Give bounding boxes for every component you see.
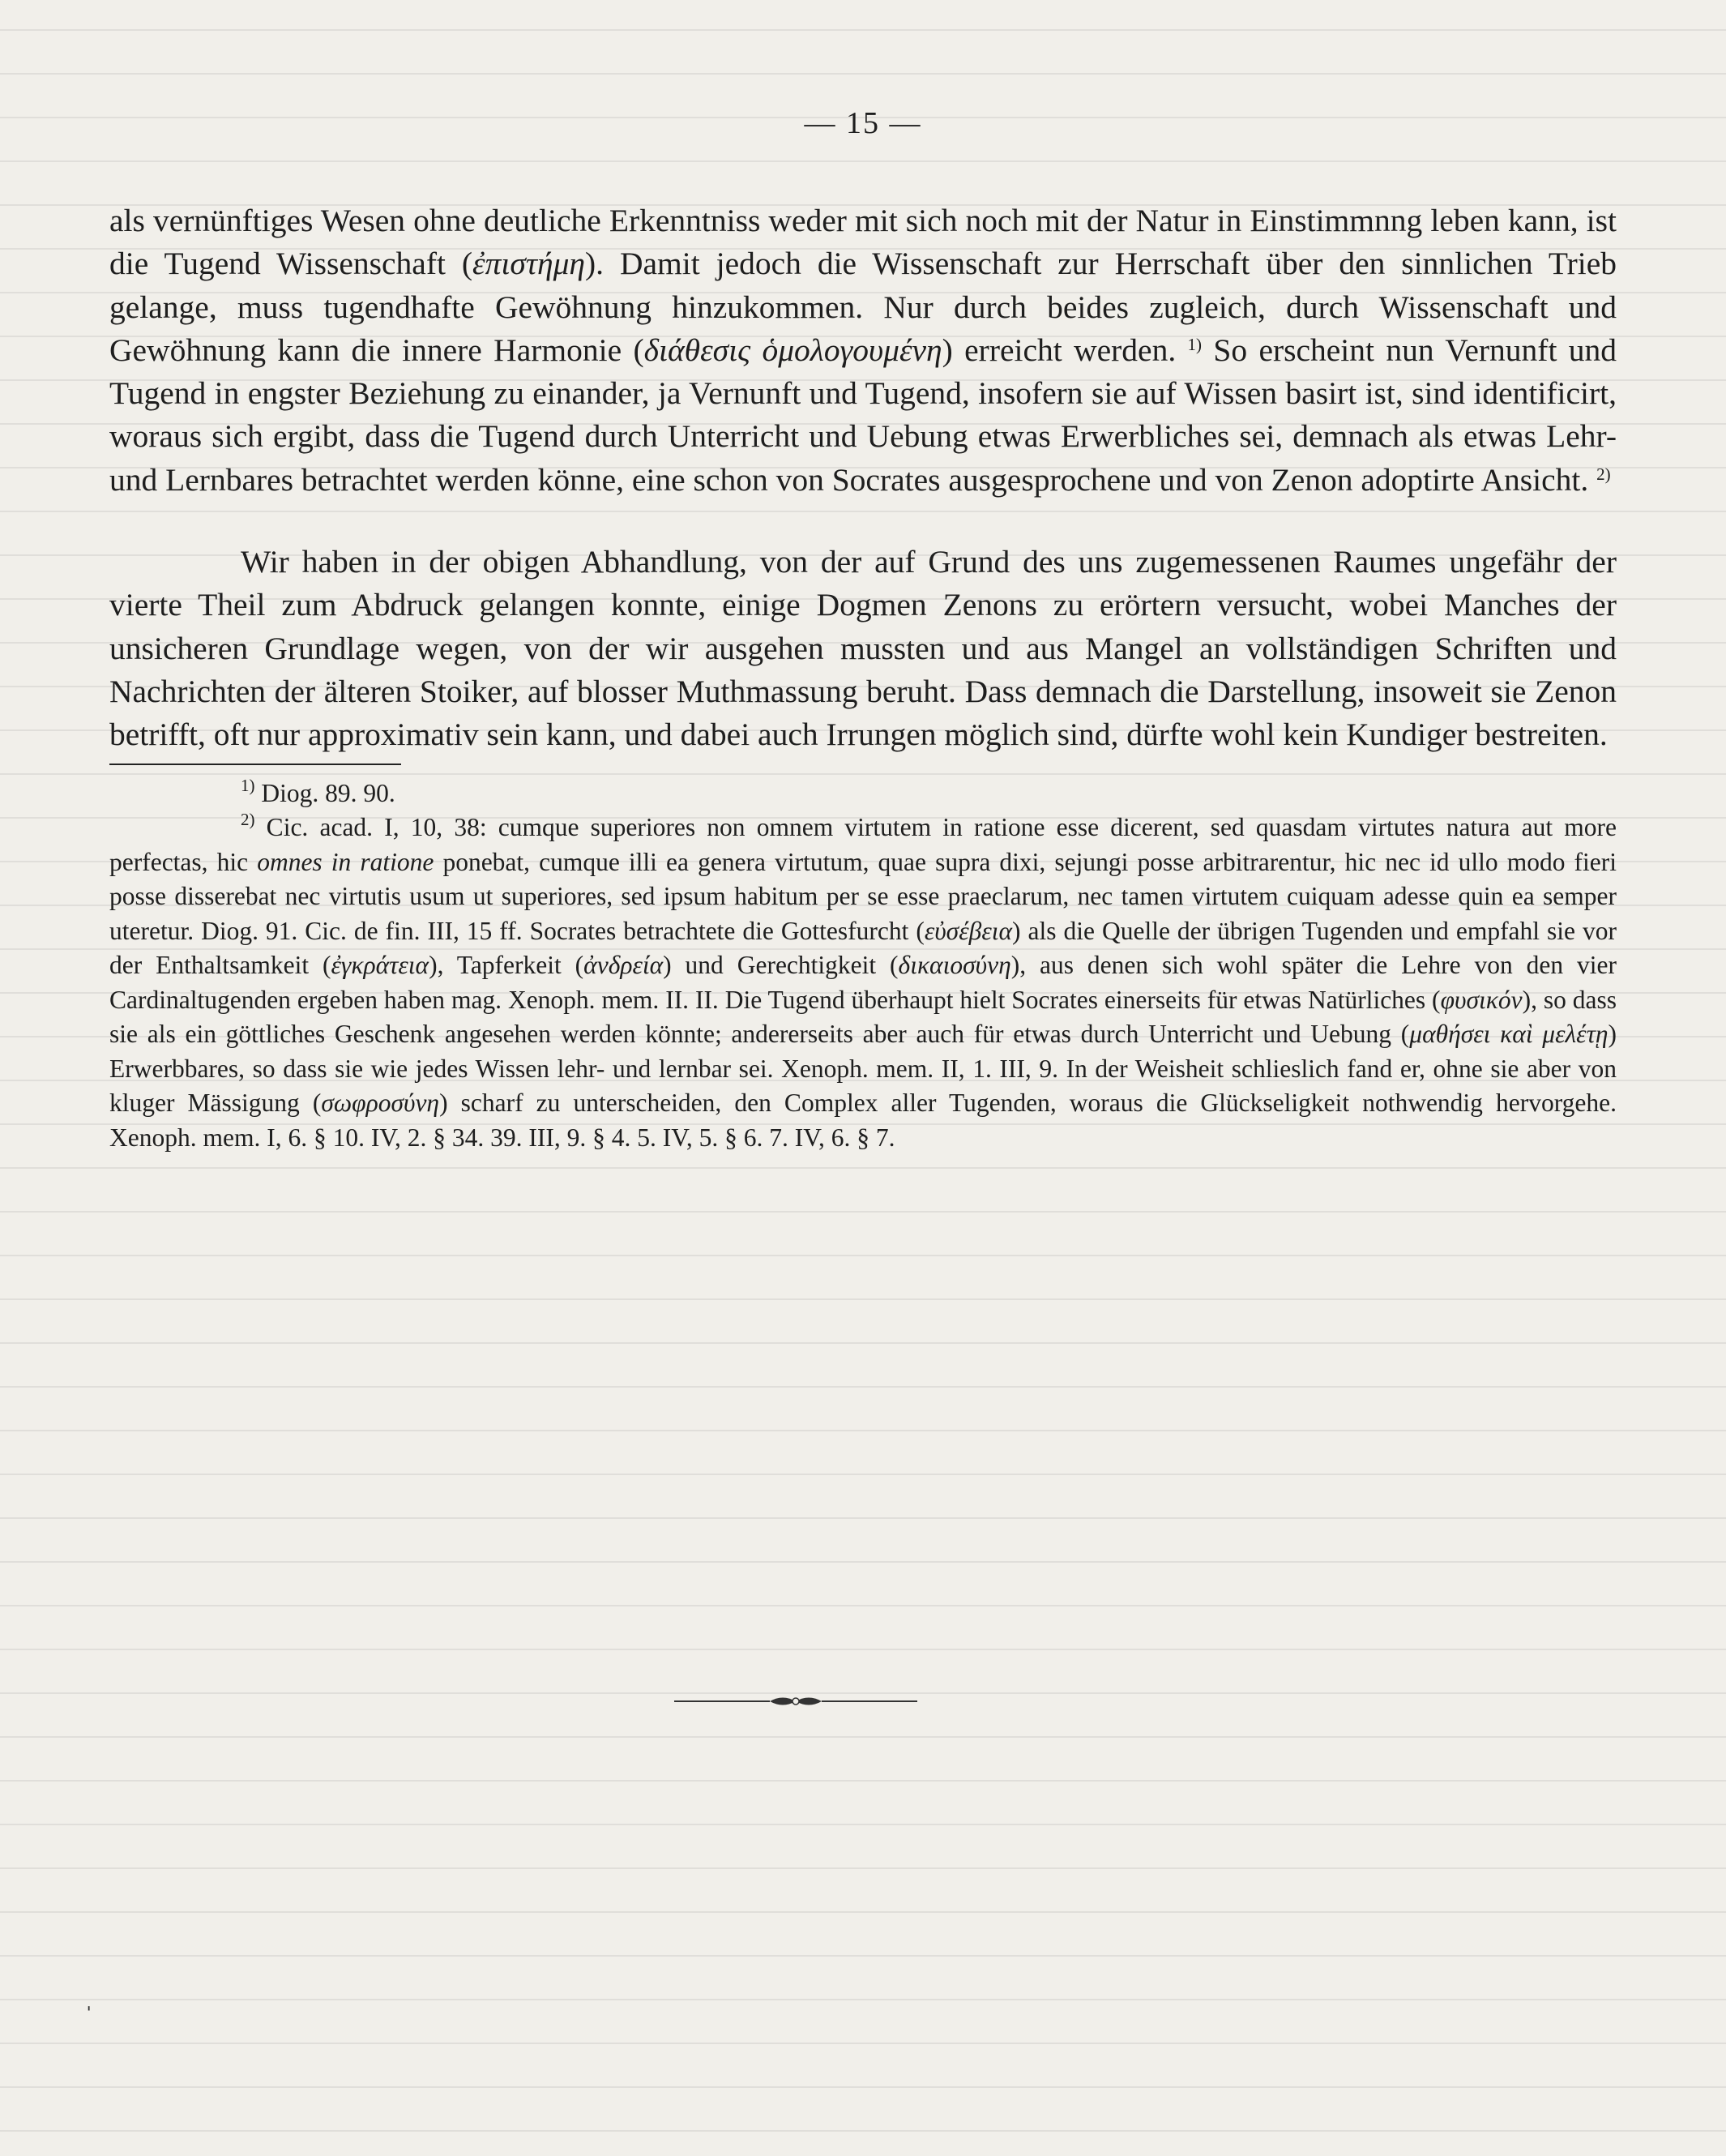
footnote-2-part-d: ), Tapferkeit ( (429, 951, 584, 980)
footnote-2-part-g: ), so dass sie als ein göttliches Geschenk angesehen werden könnte; andererseits aber auch für etwas durch Unterricht und Uebung ( (109, 985, 1617, 1049)
p1-line3: zur Herrschaft über den sinnlichen Trieb gelange, muss tugendhafte Gewöhnung hinzukommen. (109, 246, 1617, 325)
footnote-2 (109, 811, 1617, 1155)
footnote-2-part-c: ) als die Quelle der übrigen Tugenden und empfahl sie vor der Enthaltsamkeit ( (109, 916, 1617, 980)
printers-ornament-icon (674, 1692, 917, 1710)
footnote-2-italic: omnes in ratione (257, 847, 434, 876)
footnote-rule (109, 764, 401, 765)
greek-physikon: φυσικόν (1440, 985, 1523, 1014)
footnote-ref-2: 2) (1596, 464, 1611, 484)
p1-line4a: Nur durch beides zugleich, durch Wissenschaft und Gewöhnung kann die innere Harmonie ( (109, 289, 1617, 368)
footnote-2-part-i: ) scharf zu unterscheiden, den Complex aller Tugenden, woraus die Glückseligkeit nothwendig hervorgehe. Xenoph. mem. I, 6. § 10. IV, 2. § 34. 39. III, 9. § 4. 5. IV, 5. § 6. 7. IV, 6. § 7. (109, 1089, 1617, 1152)
p1-line1: als vernünftiges Wesen ohne deutliche Erkenntniss weder mit sich noch mit der Natur in (109, 203, 1242, 238)
footnote-1-text: Diog. 89. 90. (254, 778, 395, 807)
greek-episteme: ἐπιστήμη (472, 246, 586, 282)
p1-line9: von Zenon adoptirte Ansicht. (1215, 461, 1589, 498)
greek-dikaiosyne: δικαιοσύνη (898, 951, 1011, 980)
document-page (109, 105, 1617, 1155)
p1-line6: einander, ja Vernunft und Tugend, insofern sie auf Wissen basirt ist, sind identificirt, woraus (109, 375, 1617, 455)
greek-homologoumene: ὁμολογουμένη (762, 332, 942, 368)
margin-tick-mark: ˈ (84, 2002, 94, 2032)
greek-andreia: ἀνδρεία (583, 951, 664, 980)
footnote-ref-1: 1) (1187, 334, 1203, 354)
p1-line2a: Einstimmnng leben kann, ist die Tugend Wissenschaft ( (109, 203, 1617, 282)
footnote-2-mark: 2) (241, 810, 255, 830)
footnote-2-part-f: ), aus denen sich wohl später die Lehre von den vier Cardinaltugenden ergeben haben mag. Xenoph. mem. II. II. Die Tugend überhaupt hielt Socrates einerseits für etwas Natürliches ( (109, 951, 1617, 1014)
footnote-2-part-b: ponebat, cumque illi ea genera virtutum, quae supra dixi, sejungi posse arbitrarentur, hic nec id ullo modo fieri posse disserebat nec virtutis usum ut superiores, sed ipsum habitum per se esse praeclarum, nec tamen virtutem cuiquam adesse quin ea semper uteretur. Diog. 91. Cic. de fin. III, 15 ff. Socrates betrachtete die Gottesfurcht ( (109, 847, 1617, 945)
footnote-1-mark: 1) (241, 775, 255, 795)
footnote-2-part-e: ) und Gerechtigkeit ( (663, 951, 899, 980)
p1-line8: etwas Lehr- und Lernbares betrachtet werden könne, eine schon von Socrates ausgesprochene und (109, 418, 1617, 498)
footnote-2-part-a: Cic. acad. I, 10, 38: cumque superiores non omnem virtutem in ratione esse dicerent, sed quasdam virtutes natura aut more perfectas, hic (109, 813, 1617, 876)
footnote-2-part-h: ) Erwerbbares, so dass sie wie jedes Wissen lehr- und lernbar sei. Xenoph. mem. II, 1. III, 9. In der Weisheit schlieslich fand er, ohne sie aber von kluger Mässigung ( (109, 1020, 1617, 1118)
p1-line7: sich ergibt, dass die Tugend durch Unterricht und Uebung etwas Erwerbliches sei, demnach als (211, 418, 1454, 455)
paragraph-2: Wir haben in der obigen Abhandlung, von der auf Grund des uns zugemessenen Raumes ungefähr der vierte Theil zum Abdruck gelangen konnte, einige Dogmen Zenons zu erörtern versucht, wobei Manches der unsicheren Grundlage wegen, von der wir ausgehen mussten und aus Mangel an vollständigen Schriften und Nachrichten der älteren Stoiker, auf blosser Muthmassung beruht. Dass demnach die Darstellung, insoweit sie Zenon betrifft, oft nur approximativ sein kann, und dabei auch Irrungen möglich sind, dürfte wohl kein Kundiger bestreiten. (109, 544, 1617, 753)
greek-mathesei: μαθήσει καὶ μελέτῃ (1409, 1020, 1609, 1049)
paragraph-1 (109, 199, 1617, 502)
greek-eusebeia: εὐσέβεια (924, 916, 1013, 945)
greek-enkrateia: ἐγκράτεια (331, 951, 429, 980)
p1-line2b: ). Damit jedoch die Wissenschaft (585, 246, 1042, 282)
page-number: — 15 — (804, 106, 922, 140)
greek-diathesis: διάθεσις (643, 332, 751, 368)
footnote-1 (109, 776, 1617, 811)
greek-sophrosyne: σωφροσύνη (321, 1089, 440, 1118)
p1-line5a: ) erreicht werden. (942, 332, 1177, 368)
p1-line5b: So erscheint nun Vernunft und Tugend in engster Beziehung zu (109, 332, 1617, 412)
